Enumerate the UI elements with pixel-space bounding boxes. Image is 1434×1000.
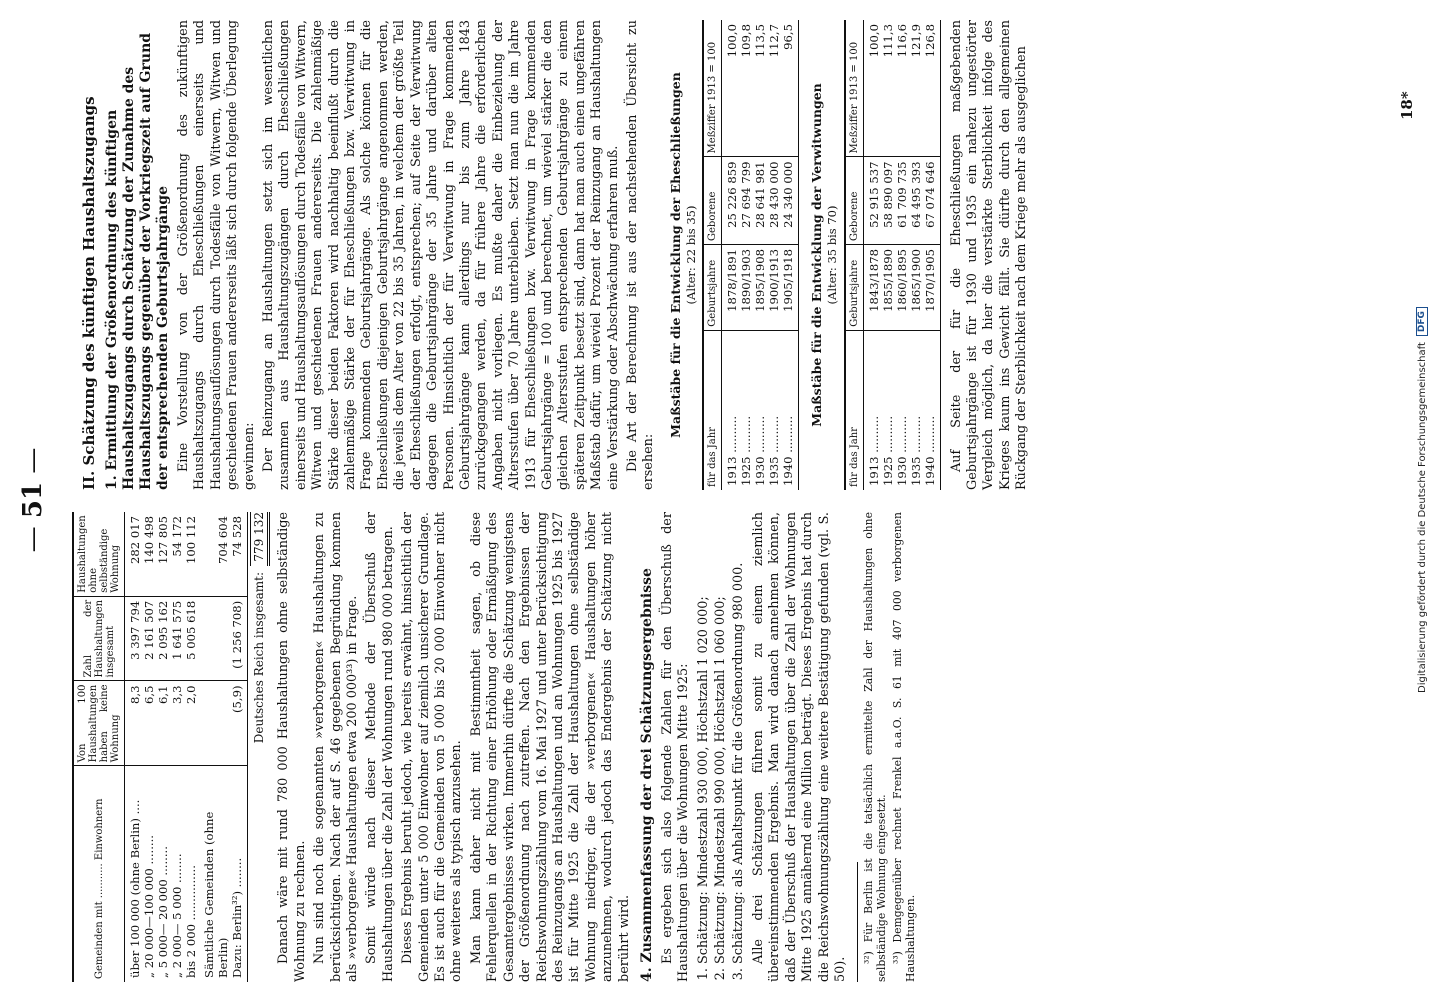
cell: 111,3	[881, 20, 895, 157]
left-paragraph: Danach wäre mit rund 780 000 Haushaltungen ohne selbständige Wohnung zu rechnen.	[276, 512, 308, 982]
cell: 5 005 618	[184, 596, 198, 681]
marriage-header-3: Meßziffer 1913 = 100	[703, 20, 722, 157]
cell: 109,8	[739, 20, 753, 157]
cell: 1890/1903	[739, 244, 753, 330]
summary-heading: 4. Zusammenfassung der drei Schätzungsergebnisse	[638, 568, 655, 982]
cell: 6,1	[156, 681, 170, 766]
list-item: 3. Schätzung: als Anhaltspunkt für die Größenordnung 980 000.	[731, 512, 747, 964]
left-paragraph: Dieses Ergebnis beruht jedoch, wie bereits erwähnt, hinsichtlich der Gemeinden unter 5 000 Einwohner auf ziemlich unsicherer Grundlage. Es ist auch für die Gemeinden von 5 000 bis 20 000 Einwohner nicht ohne weiteres als typisch anzusehen.	[400, 512, 465, 982]
widow-header-2: Geborene	[845, 157, 864, 244]
page-number: — 51 —	[18, 447, 48, 553]
credit-text: Digitalisierung gefördert durch die Deutsche Forschungsgemeinschaft	[1416, 342, 1428, 693]
table-row	[722, 20, 740, 490]
right-paragraph: Der Reinzugang an Haushaltungen setzt sich im wesentlichen zusammen aus Haushaltungszugängen durch Eheschließungen einerseits und Haushaltungsauflösungen durch Todesfälle von Witwern, Witwen und geschiedenen Frauen andererseits. Die zahlenmäßige Stärke dieser beiden Faktoren wird nachhaltig beeinflußt durch die zahlenmäßige Stärke der für Eheschließungen bzw. Verwitwung in Frage kommenden Geburtsjahrgänge. Als solche können für die Eheschließungen diejenigen Geburtsjahrgänge angenommen werden, die jeweils dem Alter von 22 bis 35 Jahren, in welchem der größte Teil der Eheschließungen erfolgt, entsprechen; auf Seite der Verwitwung dagegen die Geburtsjahrgänge der 35 Jahre und darüber alten Personen. Hinsichtlich der für Verwitwung in Frage kommenden Geburtsjahrgänge kann allerdings nur bis zum Jahre 1843 zurückgegangen werden, da für frühere Jahre die erforderlichen Angaben nicht vorliegen. Es mußte daher die Einbeziehung der Altersstufen über 70 Jahre unterbleiben. Setzt man nun die im Jahre 1913 für Eheschließungen bzw. Verwitwung in Frage kommenden Geburtsjahrgänge = 100 und berechnet, um wieviel stärker die den gleichen Altersstufen entsprechenden Geburtsjahrgänge zu einem späteren Zeitpunkt besetzt sind, dann hat man auch einen ungefähren Maßstab dafür, um wieviel Prozent der Reinzugang an Haushaltungen eine Verstärkung oder Abschwächung erfahren muß.	[261, 20, 621, 490]
berlin-total: (1 256 708)	[230, 596, 248, 681]
berlin-value: 74 528	[230, 512, 248, 596]
cell: 1940 ..........	[923, 330, 941, 490]
cell: 24 340 000	[781, 157, 799, 244]
table-row	[923, 20, 941, 490]
community-header-1: Von 100 Haushaltungen haben keine Wohnung	[73, 681, 125, 766]
cell: 1925 ..........	[880, 415, 895, 486]
cell: 64 495 393	[909, 157, 923, 244]
cell: 1860/1895	[895, 244, 909, 330]
cell: 3 397 794	[125, 596, 143, 681]
footnote: ³²) Für Berlin ist die tatsächlich ermittelte Zahl der Haushaltungen ohne selbständige Wohnung eingesetzt.	[862, 512, 889, 982]
table-row	[781, 20, 799, 490]
cell: 1935 ..........	[908, 415, 923, 486]
cell: 2 161 507	[142, 596, 156, 681]
cell: 1843/1878	[863, 244, 881, 330]
cell: 1 641 575	[170, 596, 184, 681]
cell: 1900/1913	[767, 244, 781, 330]
cell: 116,6	[895, 20, 909, 157]
cell: 1905/1918	[781, 244, 799, 330]
cell: 61 709 735	[895, 157, 909, 244]
footnote-divider	[857, 862, 858, 982]
table-row	[863, 20, 881, 490]
cell: 1930 ..........	[894, 415, 909, 486]
right-paragraph: Eine Vorstellung von der Größenordnung des zukünftigen Haushaltszugangs durch Eheschließungen einerseits und Haushaltungsauflösungen durch Todesfälle von Witwern, Witwen und geschiedenen Frauen andererseits läßt sich durch folgende Überlegung gewinnen:	[176, 20, 257, 490]
table-row-berlin	[230, 512, 248, 982]
total-value: 779 132	[250, 512, 270, 566]
cell: 67 074 646	[923, 157, 941, 244]
widow-table-caption: Maßstäbe für die Entwicklung der Verwitwungen	[809, 83, 825, 427]
table-row	[739, 20, 753, 490]
cell: 100,0	[722, 20, 740, 157]
table-row	[184, 512, 198, 982]
table-row	[767, 20, 781, 490]
cell: 96,5	[781, 20, 799, 157]
cell: 1895/1908	[753, 244, 767, 330]
sum-value: 704 604	[198, 512, 230, 596]
marriage-table-caption: Maßstäbe für die Entwicklung der Eheschließungen	[667, 72, 683, 438]
cell: 52 915 537	[863, 157, 881, 244]
summary-conclusion: Alle drei Schätzungen führen somit zu einem ziemlich übereinstimmenden Ergebnis. Man wird danach annehmen können, daß der Überschuß der Haushaltungen über die Zahl der Wohnungen Mitte 1925 annähernd eine Million beträgt. Dieses Ergebnis hat durch die Reichswohnungszählung eine weitere Bestätigung gefunden (vgl. S. 50).	[750, 512, 848, 982]
berlin-pct: (5,9)	[230, 681, 248, 766]
cell: 27 694 799	[739, 157, 753, 244]
table-row	[125, 512, 143, 982]
page-number-value: 51	[18, 481, 48, 519]
community-header-3: Haushaltungen ohne selbständige Wohnung	[73, 512, 125, 596]
table-row	[170, 512, 184, 982]
cell: 1930 ..........	[753, 415, 768, 486]
table-row	[895, 20, 909, 490]
cell: 1925 ..........	[739, 415, 754, 486]
cell: 8,3	[125, 681, 143, 766]
cell: 1913 ..........	[725, 415, 740, 486]
cell: 112,7	[767, 20, 781, 157]
community-table	[72, 512, 248, 982]
table-row	[753, 20, 767, 490]
footnote: ³³) Demgegenüber rechnet Frenkel a.a.O. S. 61 mit 407 000 verborgenen Haushaltungen.	[891, 512, 918, 982]
list-item: 2. Schätzung: Mindestzahl 990 000, Höchstzahl 1 060 000;	[713, 512, 729, 964]
cell: 2 095 162	[156, 596, 170, 681]
signature-mark: 18*	[1398, 91, 1416, 120]
cell: 1878/1891	[722, 244, 740, 330]
widow-table-subcaption: (Alter: 35 bis 70)	[825, 205, 840, 305]
cell: 1870/1905	[923, 244, 941, 330]
table-row	[142, 512, 156, 982]
cell	[198, 681, 230, 766]
cell: über 100 000 (ohne Berlin) ....	[128, 799, 142, 978]
marriage-table-subcaption: (Alter: 22 bis 35)	[683, 205, 698, 305]
community-header-0: Gemeinden mit ........... Einwohnern	[73, 766, 125, 982]
cell: 1940 ..........	[781, 330, 799, 490]
right-paragraph: Die Art der Berechnung ist aus der nachstehenden Übersicht zu ersehen:	[624, 20, 657, 490]
cell: 2,0	[184, 681, 198, 766]
estimate-list	[696, 512, 747, 964]
cell: 121,9	[909, 20, 923, 157]
cell: 54 172	[170, 512, 184, 596]
cell	[198, 596, 230, 681]
cell: 28 641 981	[753, 157, 767, 244]
right-closing-paragraph: Auf Seite der für die Eheschließungen maßgebenden Geburtsjahrgänge ist für 1930 und 1935 ein nahezu ungestörter Vergleich möglich, da hier die verstärkte Sterblichkeit infolge des Krieges kaum ins Gewicht fällt. Sie dürfte durch den allgemeinen Rückgang der Sterblichkeit nach dem Kriege mehr als ausgeglichen	[948, 20, 1030, 490]
cell: „ 2 000— 5 000 ........	[170, 853, 184, 978]
cell: 1865/1900	[909, 244, 923, 330]
cell: 140 498	[142, 512, 156, 596]
widow-table	[844, 20, 941, 490]
cell: „ 5 000— 20 000 ........	[156, 846, 170, 978]
marriage-header-2: Geborene	[703, 157, 722, 244]
cell: 6,5	[142, 681, 156, 766]
cell: 1913 ..........	[866, 415, 881, 486]
cell: bis 2 000 ...............	[184, 865, 198, 978]
widow-header-3: Meßziffer 1913 = 100	[845, 20, 864, 157]
community-header-2: Zahl der Haushaltungen insgesamt	[73, 596, 125, 681]
dfg-logo-icon: DFG	[1416, 307, 1428, 336]
berlin-label: Dazu: Berlin³²) ........	[230, 766, 248, 982]
list-item: 1. Schätzung: Mindestzahl 930 000, Höchstzahl 1 020 000;	[696, 512, 712, 964]
table-row	[909, 20, 923, 490]
marriage-table	[702, 20, 799, 490]
left-column	[72, 512, 920, 982]
marriage-header-1: Geburtsjahre	[703, 244, 722, 330]
left-paragraph: Somit würde nach dieser Methode der Überschuß der Haushaltungen über die Zahl der Wohnungen rund 980 000 betragen.	[364, 512, 396, 982]
cell: 113,5	[753, 20, 767, 157]
left-paragraph: Nun sind noch die sogenannten »verborgenen« Haushaltungen zu berücksichtigen. Nach der auf S. 46 gegebenen Begründung kommen als »verborgene« Haushaltungen etwa 200 000³³) in Frage.	[312, 512, 361, 982]
cell: 126,8	[923, 20, 941, 157]
right-column	[72, 20, 1034, 490]
section-heading: II. Schätzung des künftigen Haushaltszugangs	[80, 96, 98, 490]
table-row	[881, 20, 895, 490]
cell: 1855/1890	[881, 244, 895, 330]
total-label: Deutsches Reich insgesamt:	[252, 572, 266, 744]
widow-header-1: Geburtsjahre	[845, 244, 864, 330]
widow-header-0: für das Jahr	[845, 330, 864, 490]
cell: 28 430 000	[767, 157, 781, 244]
cell: 282 017	[125, 512, 143, 596]
cell: 127 805	[156, 512, 170, 596]
table-row	[156, 512, 170, 982]
marriage-header-0: für das Jahr	[703, 330, 722, 490]
cell: „ 20 000—100 000 ........	[142, 835, 156, 978]
cell: 58 890 097	[881, 157, 895, 244]
cell: 1935 ..........	[767, 415, 782, 486]
cell: 25 226 859	[722, 157, 740, 244]
reich-total-row	[250, 512, 270, 982]
cell: 100,0	[863, 20, 881, 157]
summary-intro: Es ergeben sich also folgende Zahlen für den Überschuß der Haushaltungen über die Wohnungen Mitte 1925:	[659, 512, 692, 982]
left-paragraph: Man kann daher nicht mit Bestimmtheit sagen, ob diese Fehlerquellen in der Richtung einer Erhöhung oder Ermäßigung des Gesamtergebnisses wirken. Immerhin dürfte die Schätzung wenigstens der Größenordnung nach zutreffen. Nach den Ergebnissen der Reichswohnungszählung vom 16. Mai 1927 und unter Berücksichtigung des Reinzugangs an Haushaltungen und an Wohnungen 1925 bis 1927 ist für Mitte 1925 die Zahl der Haushaltungen ohne selbständige Wohnung niedriger, die der »verborgenen« Haushaltungen höher anzunehmen, wodurch jedoch das Endergebnis der Schätzung nicht berührt wird.	[468, 512, 632, 982]
digitization-credit	[1416, 0, 1428, 1000]
sum-label: Sämtliche Gemeinden (ohne Berlin)	[202, 811, 230, 978]
cell: 100 112	[184, 512, 198, 596]
cell: 3,3	[170, 681, 184, 766]
subsection-heading: 1. Ermittlung der Größenordnung des künftigen Haushaltszugangs durch Schätzung der Zunahme des Haushaltszugangs gegenüber der Vorkriegszeit auf Grund der entsprechenden Geburtsjahrgänge	[104, 32, 171, 490]
table-row-sum	[198, 512, 230, 982]
